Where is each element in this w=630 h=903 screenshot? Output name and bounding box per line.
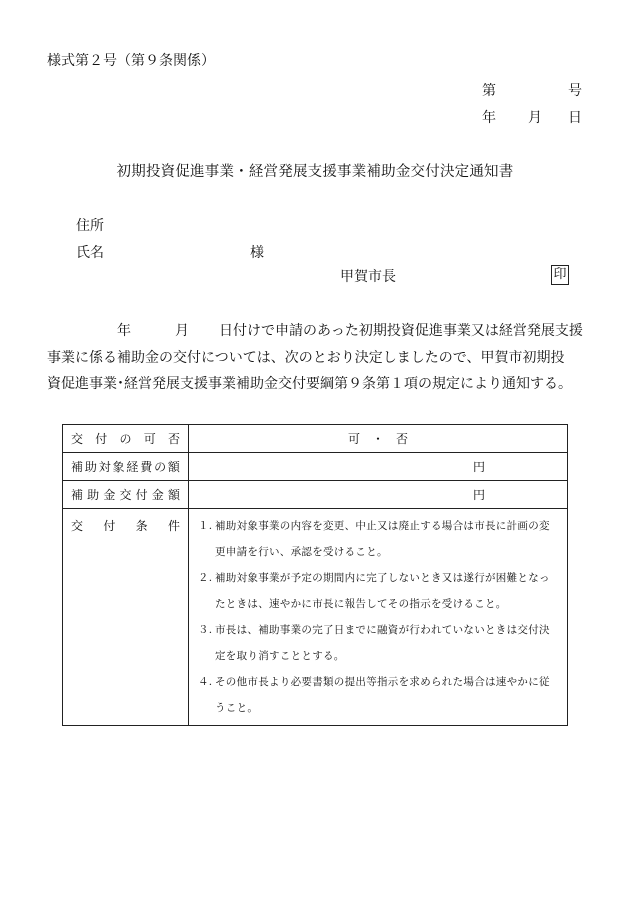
label-char: 補 (71, 460, 84, 474)
condition-number: ４. (198, 676, 213, 688)
body-line-1 (47, 318, 587, 345)
table-row (63, 425, 568, 453)
body-month: 月 (175, 323, 189, 339)
condition-text: その他市長より必要書類の提出等指示を求められた場合は速やかに従 (215, 676, 550, 688)
conditions-list (189, 509, 568, 726)
label-char: 象 (112, 460, 125, 474)
label-grant-amount (63, 481, 189, 509)
label-char: 額 (167, 460, 180, 474)
label-char: 金 (151, 488, 164, 502)
condition-item (198, 565, 559, 617)
condition-text: 補助対象事業が予定の期間内に完了しないとき又は遂行が困難となっ (215, 572, 550, 584)
label-char: 助 (84, 460, 97, 474)
condition-text: 市長は、補助事業の完了日までに融資が行われていないときは交付決 (215, 624, 550, 636)
label-char: 付 (95, 432, 108, 446)
label-char: 交 (71, 432, 84, 446)
body-line-2: 事業に係る補助金の交付については、次のとおり決定しましたので、甲賀市初期投 (47, 349, 565, 366)
label-char: 助 (87, 488, 100, 502)
date-day: 日 (568, 110, 582, 126)
value-grant-amount: 円 (189, 481, 568, 509)
date-year: 年 (482, 110, 496, 126)
condition-number: ２. (198, 572, 213, 584)
label-char: 額 (167, 488, 180, 502)
table-row (63, 453, 568, 481)
label-char: 金 (103, 488, 116, 502)
notice-body (47, 318, 587, 398)
condition-number: ３. (198, 624, 213, 636)
address-label: 住所 (76, 218, 104, 234)
label-char: の (119, 432, 132, 446)
label-char: 補 (71, 488, 84, 502)
label-char: 交 (71, 519, 84, 533)
label-conditions (63, 509, 189, 726)
decision-table (62, 424, 568, 726)
condition-number: １. (198, 520, 213, 532)
condition-item (198, 513, 559, 565)
condition-item (198, 669, 559, 721)
label-char: 可 (143, 432, 156, 446)
number-suffix: 号 (568, 83, 582, 99)
condition-text-cont: 定を取り消すこととする。 (215, 650, 345, 662)
label-char: 条 (135, 519, 148, 533)
table-row (63, 509, 568, 726)
table-row (63, 481, 568, 509)
label-char: 否 (167, 432, 180, 446)
form-number: 様式第２号（第９条関係） (47, 53, 215, 69)
date-month: 月 (528, 110, 542, 126)
label-char: 付 (103, 519, 116, 533)
label-char: 費 (140, 460, 153, 474)
label-char: 経 (126, 460, 139, 474)
value-approval: 可 ・ 否 (189, 425, 568, 453)
value-eligible-cost: 円 (189, 453, 568, 481)
condition-text-cont: たときは、速やかに市長に報告してその指示を受けること。 (215, 598, 507, 610)
honorific: 様 (250, 245, 264, 261)
condition-text-cont: うこと。 (215, 702, 259, 714)
label-char: の (154, 460, 167, 474)
label-char: 付 (135, 488, 148, 502)
condition-item (198, 617, 559, 669)
label-eligible-cost (63, 453, 189, 481)
body-year: 年 (117, 323, 131, 339)
label-approval (63, 425, 189, 453)
condition-text: 補助対象事業の内容を変更、中止又は廃止する場合は市長に計画の変 (215, 520, 550, 532)
name-label: 氏名 (76, 245, 104, 261)
condition-text-cont: 更申請を行い、承認を受けること。 (215, 546, 388, 558)
label-char: 件 (167, 519, 180, 533)
issuer-name: 甲賀市長 (340, 269, 396, 285)
seal-stamp: 印 (551, 265, 569, 285)
body-line-3: 資促進事業･経営発展支援事業補助金交付要綱第９条第１項の規定により通知する。 (47, 376, 572, 392)
label-char: 対 (98, 460, 111, 474)
number-prefix: 第 (482, 83, 496, 99)
body-line-1-text: 日付けで申請のあった初期投資促進事業又は経営発展支援 (219, 323, 583, 339)
document-title: 初期投資促進事業・経営発展支援事業補助金交付決定通知書 (116, 164, 514, 180)
label-char: 交 (119, 488, 132, 502)
